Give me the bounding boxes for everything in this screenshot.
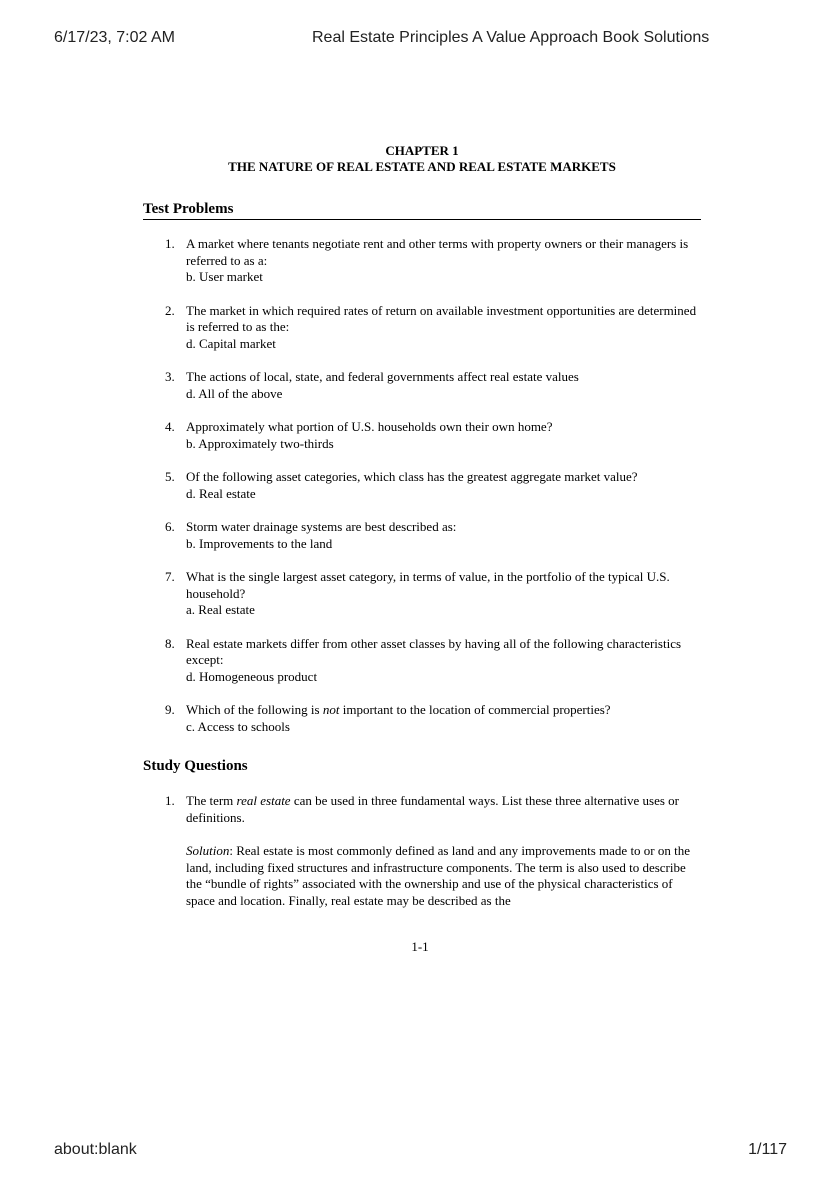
question-text: Real estate markets differ from other asset classes by having all of the following characteristics except: — [186, 635, 682, 667]
list-item: 2. The market in which required rates of return on available investment opportunities are determined is referred to as the: d. Capital market — [143, 303, 701, 353]
study-questions-list — [143, 793, 701, 909]
question-text: The term real estate can be used in three fundamental ways. List these three alternative uses or definitions. — [186, 793, 679, 825]
question-text: What is the single largest asset category, in terms of value, in the portfolio of the typical U.S. household? — [186, 569, 670, 601]
question-text: Approximately what portion of U.S. households own their own home? — [186, 419, 553, 434]
question-text: Of the following asset categories, which class has the greatest aggregate market value? — [186, 469, 638, 484]
answer-text: b. User market — [186, 269, 263, 284]
print-page-count: 1/117 — [748, 1141, 787, 1158]
answer-text: d. All of the above — [186, 385, 283, 401]
list-item: 3. The actions of local, state, and federal governments affect real estate values d. All of the above — [143, 369, 701, 402]
print-document-title: Real Estate Principles A Value Approach Book Solutions — [312, 29, 710, 46]
print-timestamp: 6/17/23, 7:02 AM — [54, 29, 175, 46]
answer-text: d. Capital market — [186, 335, 276, 351]
answer-text: b. Approximately two-thirds — [186, 435, 334, 451]
list-item: 4. Approximately what portion of U.S. households own their own home? b. Approximately two-thirds — [143, 419, 701, 452]
list-item: 5. Of the following asset categories, which class has the greatest aggregate market value? d. Real estate — [143, 469, 701, 502]
solution-text: Solution: Real estate is most commonly defined as land and any improvements made to or on the land, including fixed structures and infrastructure components. The term is also used to describe the “bundle of rights” associated with the ownership and use of the physical characteristics of space and location. Finally, real estate may be described as the — [186, 843, 691, 908]
list-item: 8. Real estate markets differ from other asset classes by having all of the following characteristics except: d. Homogeneous product — [143, 636, 701, 686]
list-item: 9. Which of the following is not important to the location of commercial properties? c. Access to schools — [143, 702, 701, 735]
question-text: A market where tenants negotiate rent and other terms with property owners or their managers is referred to as a: — [186, 236, 689, 268]
list-item: 7. What is the single largest asset category, in terms of value, in the portfolio of the typical U.S. household? a. Real estate — [143, 569, 701, 619]
list-item: 6. Storm water drainage systems are best described as: b. Improvements to the land — [143, 519, 701, 552]
answer-text: b. Improvements to the land — [186, 535, 333, 551]
print-header — [0, 29, 840, 51]
chapter-title: THE NATURE OF REAL ESTATE AND REAL ESTATE MARKETS — [228, 159, 616, 174]
study-questions-heading: Study Questions — [143, 758, 248, 774]
page-number: 1-1 — [411, 939, 429, 954]
answer-text: a. Real estate — [186, 602, 255, 617]
question-text: Storm water drainage systems are best described as: — [186, 519, 457, 534]
question-text: The actions of local, state, and federal governments affect real estate values — [186, 369, 579, 384]
chapter-heading — [143, 143, 701, 175]
answer-text: d. Real estate — [186, 485, 256, 501]
print-footer — [0, 1141, 840, 1163]
answer-text: d. Homogeneous product — [186, 668, 318, 684]
test-problems-list — [143, 236, 701, 735]
chapter-number: CHAPTER 1 — [385, 143, 459, 158]
test-problems-heading: Test Problems — [143, 200, 701, 220]
print-url: about:blank — [54, 1141, 137, 1158]
answer-text: c. Access to schools — [186, 718, 290, 734]
list-item: 1. The term real estate can be used in three fundamental ways. List these three alternative uses or definitions. Solution: Real estate is most commonly defined as land and any improvements made to or on the land, including fixed structures and infrastructure components. The term is also used to describe the “bundle of rights” associated with the ownership and use of the physical characteristics of space and location. Finally, real estate may be described as the — [143, 793, 701, 909]
question-text: The market in which required rates of return on available investment opportunities are determined is referred to as the: — [186, 302, 697, 334]
list-item: 1. A market where tenants negotiate rent and other terms with property owners or their managers is referred to as a: b. User market — [143, 236, 701, 286]
document-body — [143, 143, 701, 909]
question-text: Which of the following is not important to the location of commercial properties? — [186, 702, 611, 717]
